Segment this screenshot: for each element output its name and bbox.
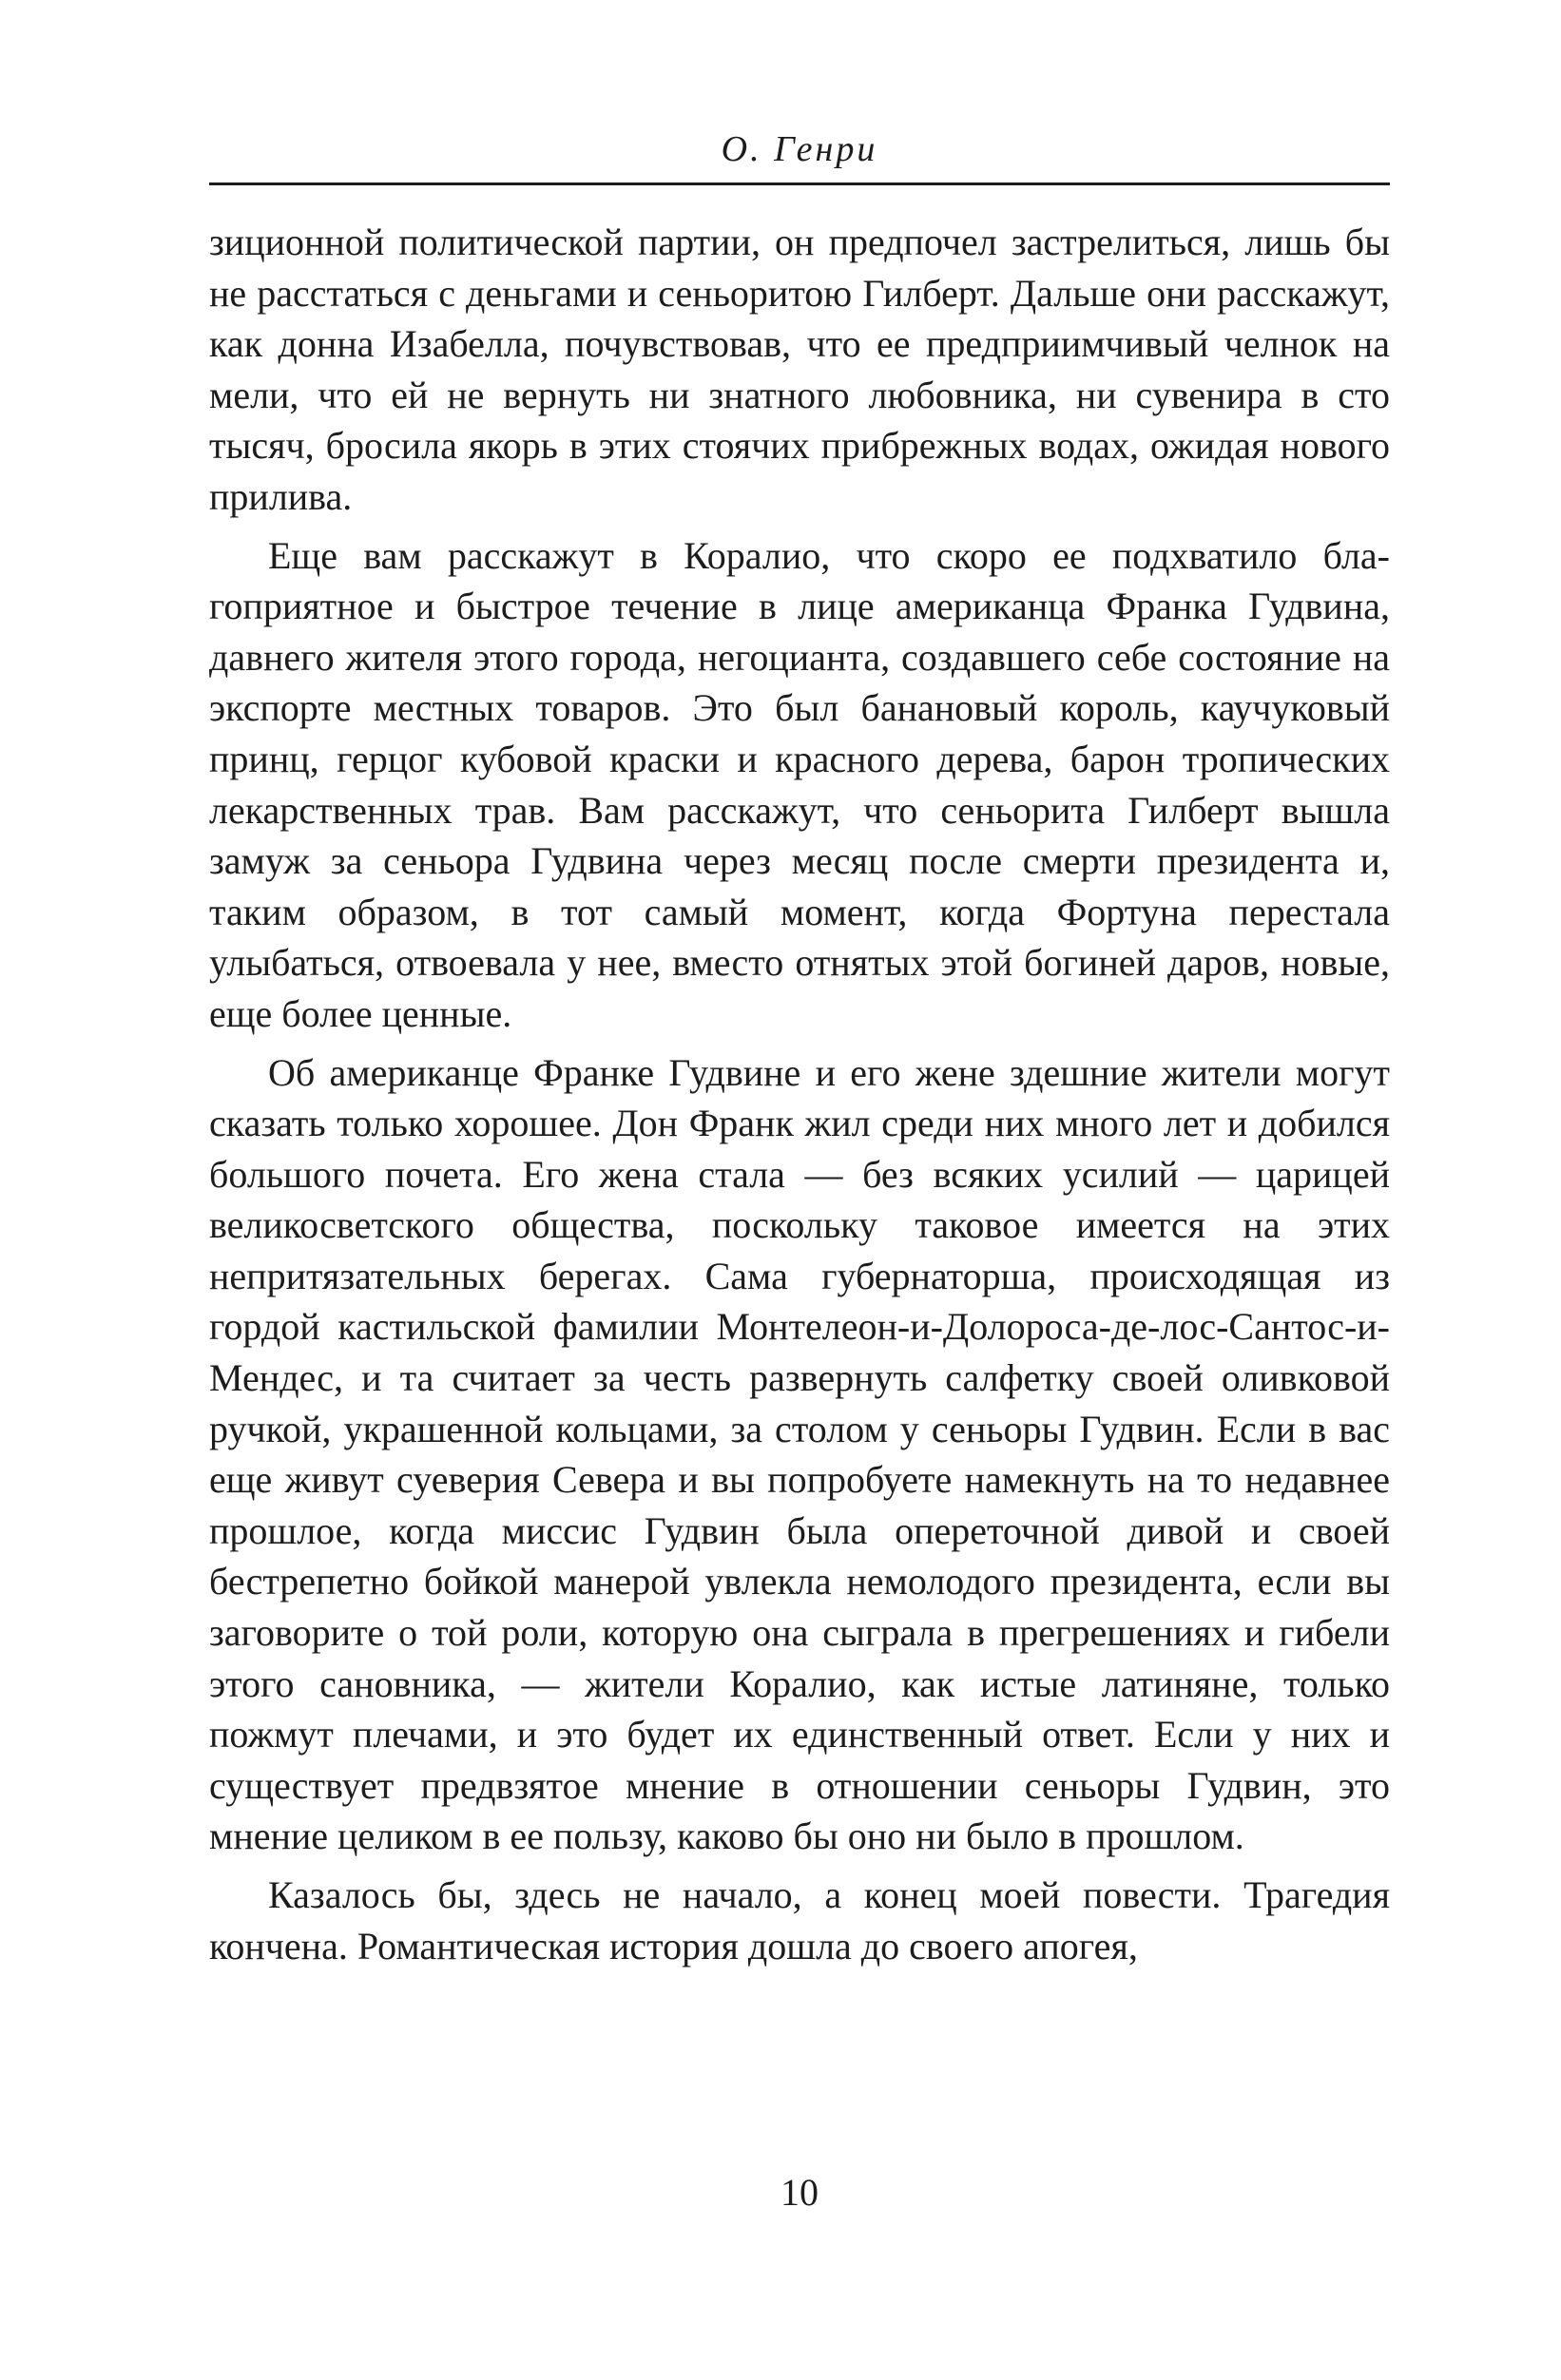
page-number: 10 — [780, 2171, 819, 2214]
running-title: О. Генри — [721, 129, 878, 169]
paragraph: Казалось бы, здесь не начало, а конец моей повести. Трагедия кончена. Романтическая история дошла до своего апогея, — [209, 1873, 1390, 1967]
paragraph: Еще вам расскажут в Коралио, что скоро ее подхватило благоприятное и быстрое течение в лице американца Франка Гудвина, давнего жителя этого города, негоцианта, создавшего себе состояние на экспорте местных товаров. Это был банановый король, каучуковый принц, герцог кубовой краски и красного дерева, барон тропических лекарственных трав. Вам расскажут, что сеньорита Гилберт вышла замуж за сеньора Гудвина через месяц после смерти президента и, таким образом, в тот самый момент, когда Фортуна перестала улыбаться, отвоевала у нее, вместо отнятых этой богиней даров, новые, еще более ценные. — [209, 533, 1390, 1035]
paragraph-continuation: зиционной политической партии, он предпочел застрелиться, лишь бы не расстаться с деньгами и сеньоритою Гилберт. Дальше они расскажут, как донна Изабелла, почувствовав, что ее предприимчивый челнок на мели, что ей не вернуть ни знатного любовника, ни сувенира в сто тысяч, бросила якорь в этих стоячих прибрежных водах, ожидая нового прилива. — [209, 221, 1390, 518]
paragraph: Об американце Франке Гудвине и его жене здешние жители могут сказать только хорошее. Дон Франк жил среди них много лет и добился большого почета. Его жена стала — без всяких усилий — царицей великосветского общества, поскольку таковое имеется на этих непритязательных берегах. Сама губернаторша, происходящая из гордой кастильской фамилии Монтелеон-и-Долороса-де-лос-Сантос-и-Мендес, и та считает за честь развернуть салфетку своей оливковой ручкой, украшенной кольцами, за столом у сеньоры Гудвин. Если в вас еще живут суеверия Севера и вы попробуете намекнуть на то недавнее прошлое, когда миссис Гудвин была опереточной дивой и своей бестрепетно бойкой манерой увлекла немолодого президента, если вы заговорите о той роли, которую она сыграла в прегрешениях и гибели этого сановника, — жители Коралио, как истые латиняне, только пожмут плечами, и это будет их единственный ответ. Если у них и существует предвзятое мнение в отношении сеньоры Гудвин, это мнение целиком в ее пользу, каково бы оно ни было в прошлом. — [209, 1050, 1390, 1858]
header-rule — [209, 182, 1390, 185]
body-text — [209, 217, 1390, 1971]
